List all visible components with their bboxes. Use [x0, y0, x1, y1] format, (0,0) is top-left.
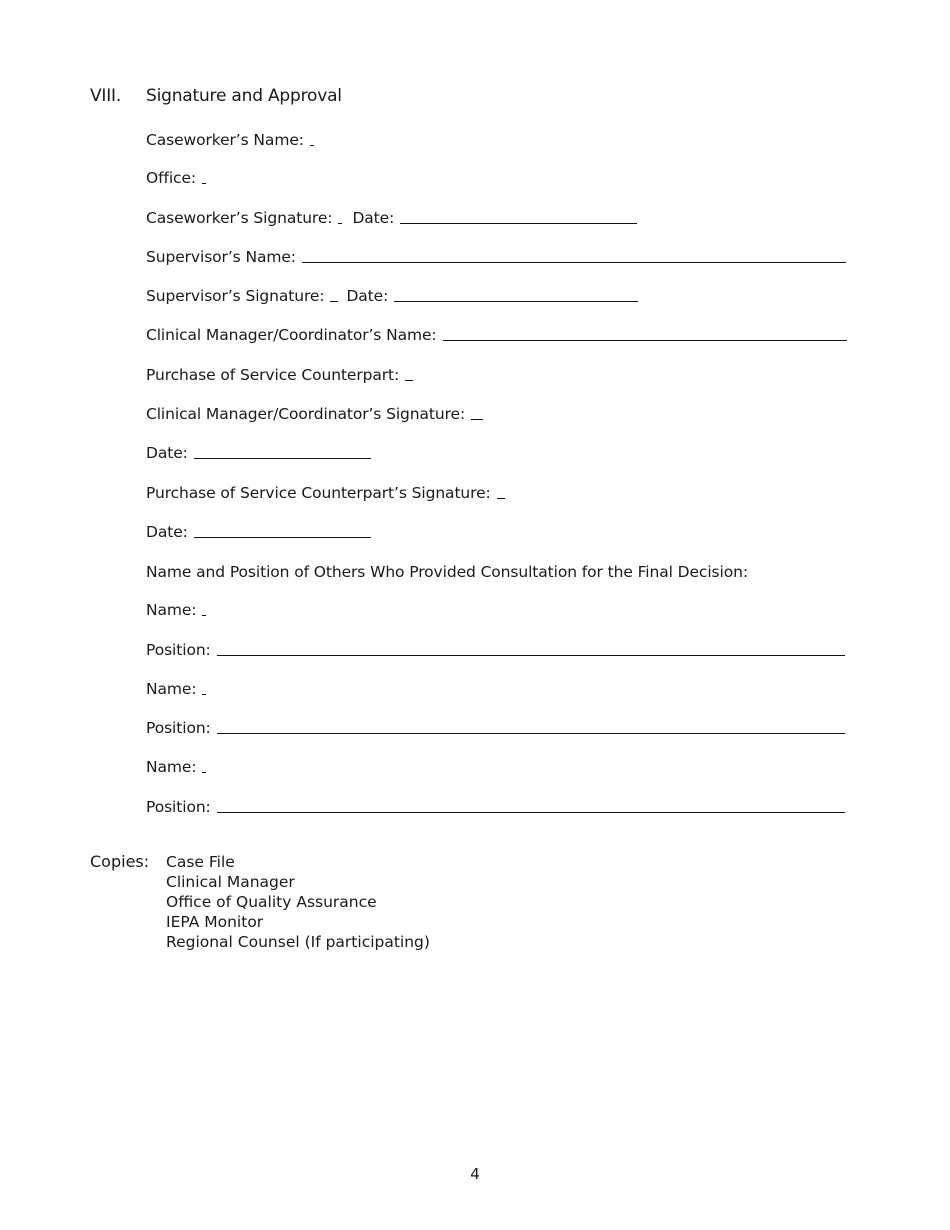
supervisor-name-label: Supervisor’s Name: [146, 248, 296, 266]
clinical-manager-signature-field [146, 401, 483, 423]
copies-block [90, 852, 430, 952]
caseworker-signature-field [146, 205, 637, 227]
consultant-name-label-1: Name: [146, 601, 197, 619]
copies-item: Office of Quality Assurance [166, 893, 377, 911]
section-title: Signature and Approval [146, 86, 342, 106]
caseworker-date-label: Date: [352, 209, 395, 227]
clinical-manager-name-blank[interactable] [443, 339, 847, 341]
page-number: 4 [470, 1165, 480, 1183]
clinical-manager-date-field [146, 440, 371, 462]
supervisor-date-blank[interactable] [394, 300, 638, 302]
supervisor-date-label: Date: [346, 287, 389, 305]
pos-counterpart-signature-field [146, 480, 505, 502]
pos-counterpart-label: Purchase of Service Counterpart: [146, 366, 400, 384]
consultation-heading-text: Name and Position of Others Who Provided Consultation for the Final Decision: [146, 563, 748, 581]
caseworker-signature-label: Caseworker’s Signature: [146, 209, 333, 227]
copies-item: Regional Counsel (If participating) [166, 933, 430, 951]
consultant-name-blank-2[interactable] [202, 693, 206, 695]
clinical-manager-date-blank[interactable] [194, 457, 371, 459]
pos-counterpart-date-blank[interactable] [194, 536, 371, 538]
clinical-manager-name-label: Clinical Manager/Coordinator’s Name: [146, 326, 437, 344]
copies-item: IEPA Monitor [166, 913, 264, 931]
pos-counterpart-field [146, 362, 413, 384]
copies-item: Clinical Manager [166, 873, 295, 891]
consultant-name-field-1 [146, 597, 206, 619]
consultant-position-field-3 [146, 794, 845, 816]
section-heading [90, 86, 342, 106]
section-number: VIII. [90, 86, 122, 106]
consultant-position-field-2 [146, 715, 845, 737]
consultant-position-field-1 [146, 637, 845, 659]
supervisor-signature-blank[interactable] [330, 300, 338, 302]
supervisor-signature-field [146, 283, 638, 305]
consultant-name-field-3 [146, 754, 206, 776]
caseworker-signature-blank[interactable] [338, 222, 342, 224]
clinical-manager-signature-blank[interactable] [471, 418, 483, 420]
pos-counterpart-date-label: Date: [146, 523, 188, 541]
consultant-name-blank-1[interactable] [202, 614, 206, 616]
clinical-manager-signature-label: Clinical Manager/Coordinator’s Signature: [146, 405, 466, 423]
pos-counterpart-date-field [146, 519, 371, 541]
office-blank[interactable] [202, 182, 206, 184]
consultant-name-label-2: Name: [146, 680, 197, 698]
consultant-position-blank-3[interactable] [217, 811, 845, 813]
consultant-name-blank-3[interactable] [202, 771, 206, 773]
pos-counterpart-signature-label: Purchase of Service Counterpart’s Signature: [146, 484, 491, 502]
supervisor-signature-label: Supervisor’s Signature: [146, 287, 325, 305]
clinical-manager-date-label: Date: [146, 444, 188, 462]
consultant-name-field-2 [146, 676, 206, 698]
office-label: Office: [146, 169, 197, 187]
consultant-position-label-1: Position: [146, 641, 211, 659]
consultant-position-blank-1[interactable] [217, 654, 845, 656]
pos-counterpart-signature-blank[interactable] [497, 497, 505, 499]
consultation-heading [146, 559, 748, 581]
supervisor-name-blank[interactable] [302, 261, 846, 263]
caseworker-name-label: Caseworker’s Name: [146, 131, 304, 149]
caseworker-name-field [146, 127, 314, 149]
clinical-manager-name-field [146, 322, 847, 344]
consultant-name-label-3: Name: [146, 758, 197, 776]
consultant-position-blank-2[interactable] [217, 732, 845, 734]
office-field [146, 165, 206, 187]
consultant-position-label-3: Position: [146, 798, 211, 816]
copies-label: Copies: [90, 852, 150, 871]
consultant-position-label-2: Position: [146, 719, 211, 737]
supervisor-name-field [146, 244, 846, 266]
copies-item: Case File [166, 853, 235, 871]
caseworker-date-blank[interactable] [400, 222, 637, 224]
caseworker-name-blank[interactable] [310, 144, 314, 146]
pos-counterpart-blank[interactable] [405, 379, 413, 381]
copies-list [166, 852, 430, 952]
